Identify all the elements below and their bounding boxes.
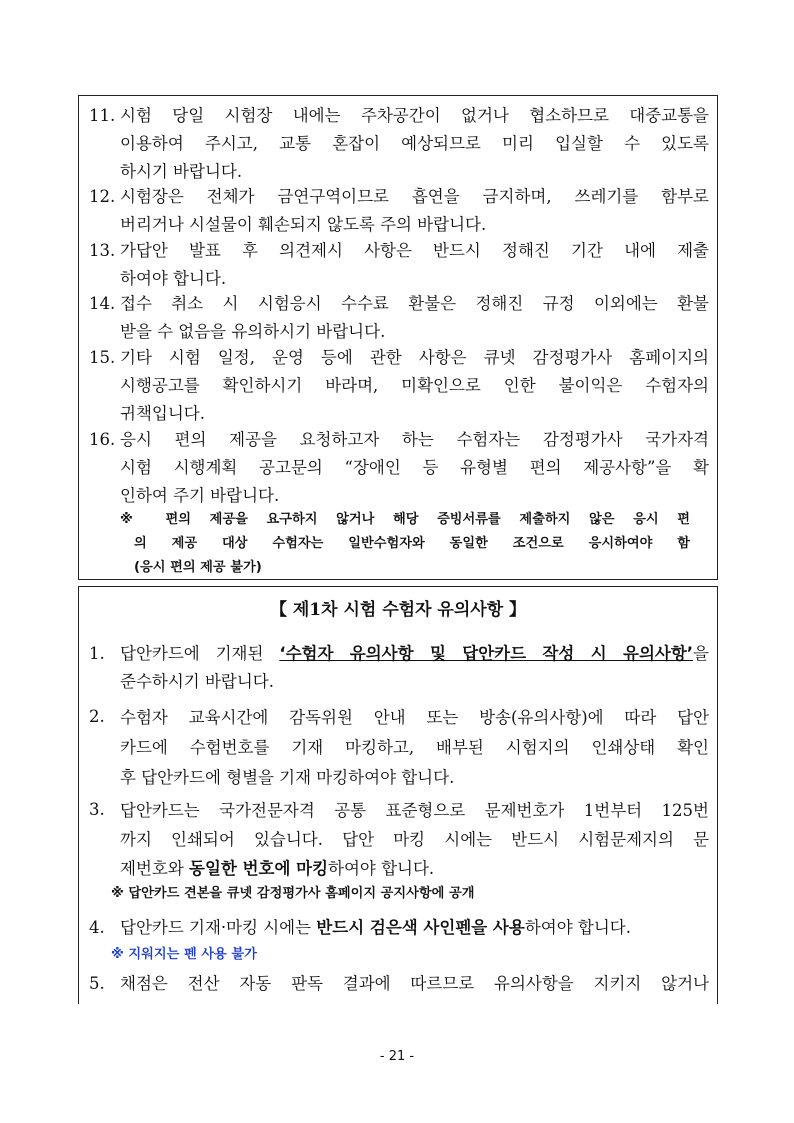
notice-box-exam-1 [78,586,718,1004]
text-segment: 하여야 합니다. [524,918,631,937]
note-line: ※ 편의 제공을 요구하지 않거나 해당 증빙서류를 제출하지 않은 응시 편 [120,512,690,527]
item-number: 15. [89,348,116,367]
item-line: 기타 시험 일정, 운영 등에 관한 사항은 큐넷 감정평가사 홈페이지의 [120,348,709,367]
list-item-13 [89,237,709,293]
item-number: 4. [89,918,105,937]
item-line: 답안카드는 국가전문자격 공통 표준형으로 문제번호가 1번부터 125번 [120,801,709,820]
item-line: 준수하시기 바랍니다. [120,672,274,691]
page-number: - 21 - [379,1049,415,1064]
item-line: 접수 취소 시 시험응시 수수료 환불은 정해진 규정 이외에는 환불 [120,294,709,313]
item-line: 후 답안카드에 형별을 기재 마킹하여야 합니다. [120,768,455,787]
notice-box-general [78,95,718,580]
item-line [120,640,709,668]
item-line: 까지 인쇄되어 있습니다. 답안 마킹 시에는 반드시 시험문제지의 문 [120,830,709,849]
list-item-16 [89,426,709,510]
item-number: 16. [89,430,116,449]
item-line: 귀책입니다. [120,404,205,423]
item-line [120,854,709,883]
list-item-5 [89,970,709,998]
item-number: 3. [89,800,105,819]
section-title: 【 제1차 시험 수험자 유의사항 】 [269,600,527,620]
item-number: 11. [89,106,116,125]
item-line: 수험자 교육시간에 감독위원 안내 또는 방송(유의사항)에 따라 답안 [120,708,709,727]
item-number: 14. [89,294,116,313]
note-line: (응시 편의 제공 불가) [134,560,262,575]
item-number: 5. [89,974,105,993]
list-item-15 [89,344,709,428]
text-segment: 답안카드 기재·마킹 시에는 [120,918,317,937]
item-number: 12. [89,187,116,206]
convenience-note [120,508,690,580]
item-number: 1. [89,644,105,663]
list-item-14 [89,290,709,346]
item-line: 시험장은 전체가 금연구역이므로 흡연을 금지하며, 쓰레기를 함부로 [120,187,709,206]
emphasis-text: 반드시 검은색 사인펜을 사용 [316,918,525,937]
item-line: 응시 편의 제공을 요청하고자 하는 수험자는 감정평가사 국가자격 [120,430,709,449]
item-line [120,914,709,942]
note-line: 의 제공 대상 수험자는 일반수험자와 동일한 조건으로 응시하여야 함 [134,536,690,551]
item-line: 받을 수 없음을 유의하시기 바랍니다. [120,322,386,341]
item-line: 하시기 바랍니다. [120,162,243,181]
item-line: 채점은 전산 자동 판독 결과에 따르므로 유의사항을 지키지 않거나 [120,974,709,993]
list-item-1 [89,640,709,696]
list-item-12 [89,183,709,239]
item-line: 시험 당일 시험장 내에는 주차공간이 없거나 협소하므로 대중교통을 [120,106,709,125]
text-segment: 을 [693,644,709,663]
item-line: 카드에 수험번호를 기재 마킹하고, 배부된 시험지의 인쇄상태 확인 [120,738,709,757]
list-item-2 [89,703,709,793]
pen-warning-note: ※ 지워지는 펜 사용 불가 [111,947,257,962]
text-segment: 답안카드에 기재된 [120,644,280,663]
item-number: 13. [89,241,116,260]
item-line: 시행공고를 확인하시기 바라며, 미확인으로 인한 불이익은 수험자의 [120,376,709,395]
item-line: 이용하여 주시고, 교통 혼잡이 예상되므로 미리 입실할 수 있도록 [120,134,709,153]
emphasis-text: 동일한 번호에 마킹 [189,859,329,878]
sample-card-note: ※ 답안카드 견본을 큐넷 감정평가사 홈페이지 공지사항에 공개 [111,886,475,901]
item-line: 가답안 발표 후 의견제시 사항은 반드시 정해진 기간 내에 제출 [120,241,709,260]
item-line: 시험 시행계획 공고문의 “장애인 등 유형별 편의 제공사항”을 확 [120,458,709,477]
list-item-11 [89,102,709,186]
text-segment: 하여야 합니다. [328,859,435,878]
emphasis-text: ‘수험자 유의사항 및 답안카드 작성 시 유의사항’ [279,644,694,663]
list-item-4 [89,914,709,942]
item-line: 인하여 주기 바랍니다. [120,486,280,505]
item-number: 2. [89,707,105,726]
list-item-3 [89,796,709,883]
text-segment: 제번호와 [120,859,190,878]
item-line: 하여야 합니다. [120,269,227,288]
item-line: 버리거나 시설물이 훼손되지 않도록 주의 바랍니다. [120,215,487,234]
